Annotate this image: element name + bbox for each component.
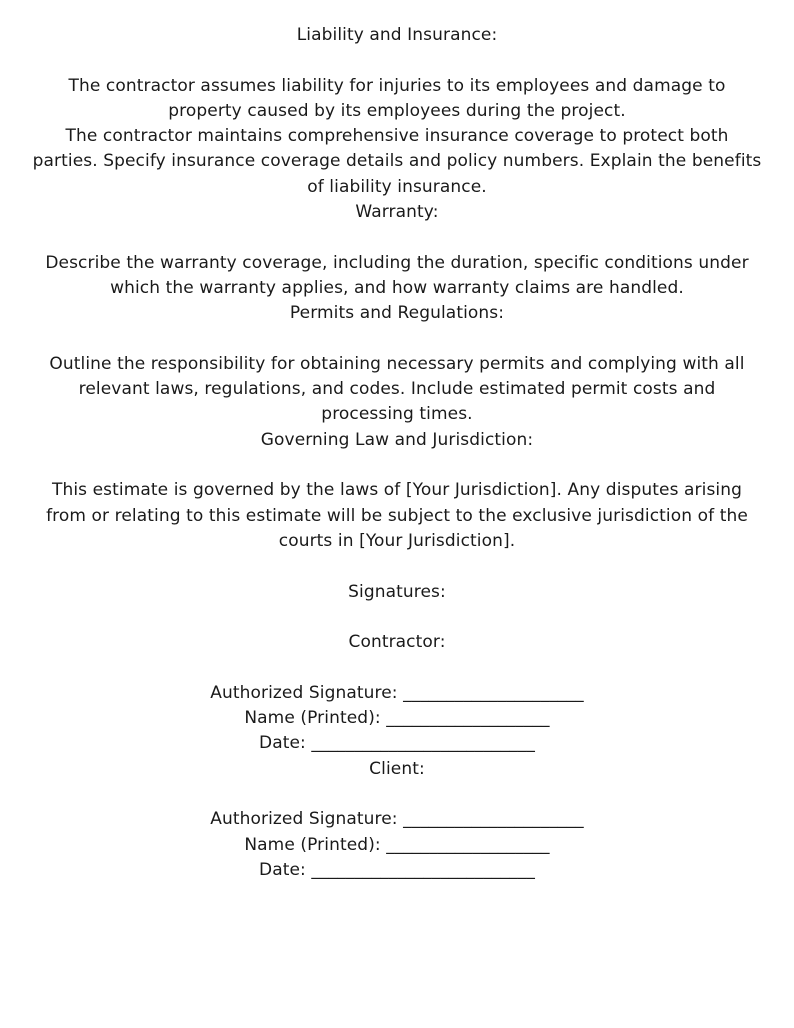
permits-paragraph-line-2: relevant laws, regulations, and codes. Include estimated permit costs and — [78, 379, 716, 400]
warranty-paragraph-line-2: which the warranty applies, and how warranty claims are handled. — [110, 277, 684, 298]
spacer — [24, 782, 770, 807]
spacer — [24, 554, 770, 579]
signatures-heading: Signatures: — [348, 581, 446, 602]
permits-paragraph-line-3: processing times. — [321, 404, 473, 425]
governing-law-paragraph-line-3: courts in [Your Jurisdiction]. — [278, 530, 516, 551]
spacer — [24, 225, 770, 250]
contractor-heading: Contractor: — [348, 632, 446, 653]
client-date-field: Date: __________________________ — [259, 859, 535, 880]
client-name-printed-field: Name (Printed): ___________________ — [244, 834, 550, 855]
spacer — [24, 327, 770, 352]
liability-heading: Liability and Insurance: — [296, 25, 498, 45]
client-heading: Client: — [369, 758, 425, 779]
liability-paragraph-2-line-2: parties. Specify insurance coverage details and policy numbers. Explain the benefits — [32, 151, 762, 172]
contractor-date-field: Date: __________________________ — [259, 733, 535, 754]
warranty-paragraph-line-1: Describe the warranty coverage, including the duration, specific conditions under — [45, 252, 749, 273]
client-authorized-signature-field: Authorized Signature: _____________________ — [210, 809, 584, 830]
governing-law-heading: Governing Law and Jurisdiction: — [260, 429, 534, 450]
document-body — [24, 23, 770, 883]
contractor-name-printed-field: Name (Printed): ___________________ — [244, 708, 550, 729]
warranty-heading: Warranty: — [355, 202, 439, 223]
governing-law-paragraph-line-2: from or relating to this estimate will be subject to the exclusive jurisdiction of the — [46, 505, 748, 526]
governing-law-paragraph-line-1: This estimate is governed by the laws of [Your Jurisdiction]. Any disputes arising — [51, 480, 743, 501]
liability-paragraph-2-line-1: The contractor maintains comprehensive insurance coverage to protect both — [65, 126, 729, 147]
spacer — [24, 453, 770, 478]
permits-heading: Permits and Regulations: — [289, 303, 505, 324]
spacer — [24, 48, 770, 73]
permits-paragraph-line-1: Outline the responsibility for obtaining necessary permits and complying with all — [49, 353, 745, 374]
contractor-authorized-signature-field: Authorized Signature: _____________________ — [210, 682, 584, 703]
liability-paragraph-1-line-1: The contractor assumes liability for injuries to its employees and damage to — [68, 75, 726, 96]
liability-paragraph-1-line-2: property caused by its employees during the project. — [168, 100, 626, 121]
spacer — [24, 655, 770, 680]
spacer — [24, 605, 770, 630]
liability-paragraph-2-line-3: of liability insurance. — [307, 176, 487, 197]
